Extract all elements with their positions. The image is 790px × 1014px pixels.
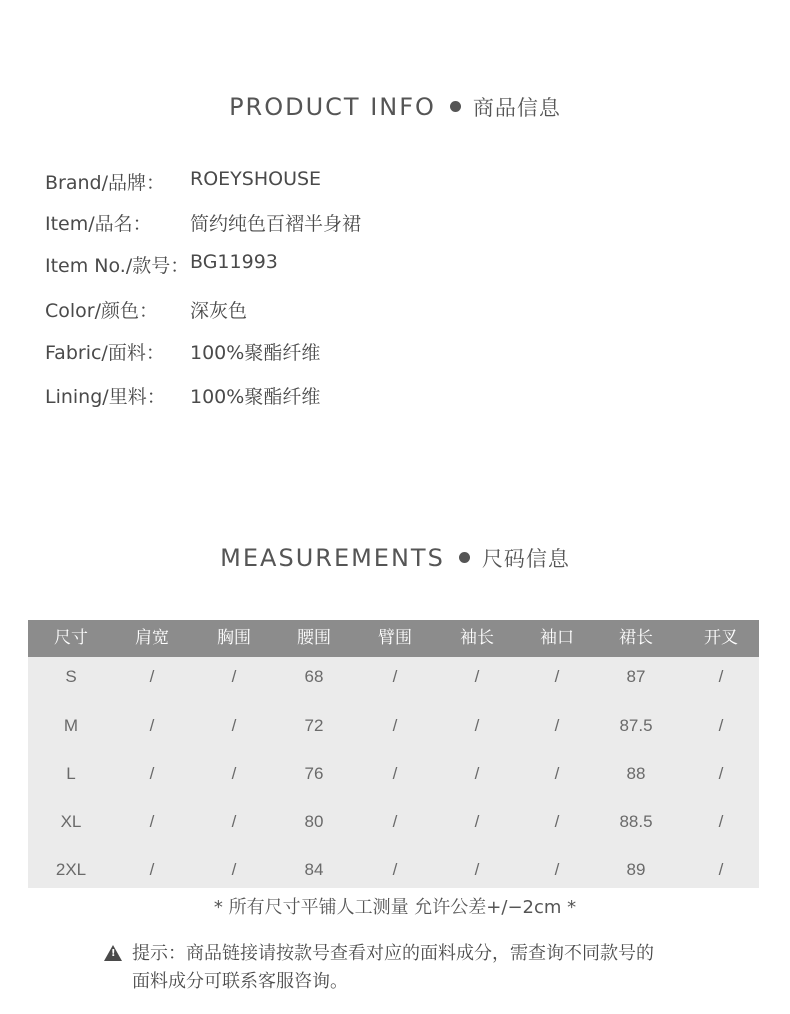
product-info-title-en: PRODUCT INFO: [229, 93, 436, 121]
column-header: 臂围: [378, 628, 412, 648]
info-value: 100%聚酯纤维: [190, 386, 321, 408]
table-cell: /: [149, 812, 155, 831]
table-cell: /: [231, 860, 237, 879]
info-value: 简约纯色百褶半身裙: [190, 213, 362, 235]
table-cell: /: [231, 764, 237, 783]
table-cell: /: [554, 860, 560, 879]
table-cell: /: [149, 860, 155, 879]
table-cell: /: [554, 667, 560, 686]
bullet-dot-icon: [450, 101, 461, 112]
table-cell: /: [392, 812, 398, 831]
size-table-header: [28, 620, 759, 657]
product-info-title-zh: 商品信息: [472, 96, 561, 120]
column-header: 胸围: [217, 628, 251, 648]
table-cell: /: [554, 716, 560, 735]
info-value: BG11993: [190, 251, 278, 273]
tip-line-1: 提示：商品链接请按款号查看对应的面料成分，需查询不同款号的: [132, 943, 654, 964]
table-cell: /: [718, 812, 724, 831]
info-label: Color/颜色：: [45, 300, 159, 322]
table-cell: 72: [304, 716, 324, 735]
column-header: 肩宽: [135, 628, 169, 648]
table-cell: /: [474, 716, 480, 735]
table-cell: 87: [626, 667, 646, 686]
table-cell: 89: [626, 860, 646, 879]
table-cell: 84: [304, 860, 324, 879]
table-cell: /: [718, 716, 724, 735]
column-header: 裙长: [619, 628, 653, 648]
table-cell: /: [231, 812, 237, 831]
product-info-title: [0, 92, 790, 122]
table-cell: 68: [304, 667, 324, 686]
info-label: Brand/品牌：: [45, 172, 165, 194]
table-cell: 87.5: [619, 716, 653, 735]
info-value: 深灰色: [190, 300, 248, 322]
table-cell: 88.5: [619, 812, 653, 831]
table-cell: /: [149, 667, 155, 686]
table-cell: /: [554, 764, 560, 783]
column-header: 腰围: [297, 628, 331, 648]
table-cell: 80: [304, 812, 324, 831]
table-cell: S: [65, 667, 77, 686]
table-cell: /: [392, 716, 398, 735]
info-label: Item No./款号：: [45, 255, 190, 277]
table-cell: M: [63, 716, 79, 735]
info-value: 100%聚酯纤维: [190, 342, 321, 364]
table-cell: /: [231, 716, 237, 735]
table-cell: /: [474, 667, 480, 686]
measurements-title-zh: 尺码信息: [481, 547, 570, 571]
table-cell: XL: [60, 812, 82, 831]
table-cell: /: [149, 716, 155, 735]
table-cell: 2XL: [55, 860, 87, 879]
table-cell: /: [392, 764, 398, 783]
measurements-title: [0, 543, 790, 573]
table-cell: /: [718, 860, 724, 879]
table-cell: /: [474, 764, 480, 783]
measurements-title-en: MEASUREMENTS: [220, 544, 445, 572]
column-header: 尺寸: [54, 628, 88, 648]
column-header: 袖长: [460, 628, 494, 648]
info-label: Item/品名：: [45, 213, 152, 235]
bullet-dot-icon: [459, 552, 470, 563]
table-cell: L: [66, 764, 76, 783]
measurement-footnote: * 所有尺寸平铺人工测量 允许公差+/−2cm *: [213, 897, 577, 918]
table-cell: /: [392, 860, 398, 879]
table-cell: 88: [626, 764, 646, 783]
table-cell: /: [474, 860, 480, 879]
info-label: Fabric/面料：: [45, 342, 165, 364]
column-header: 开叉: [704, 628, 738, 648]
table-cell: /: [474, 812, 480, 831]
tip-line-2: 面料成分可联系客服咨询。: [132, 971, 348, 992]
warning-icon: [104, 945, 122, 961]
size-table: [28, 620, 759, 888]
table-cell: /: [554, 812, 560, 831]
table-cell: /: [392, 667, 398, 686]
table-cell: 76: [304, 764, 324, 783]
table-cell: /: [149, 764, 155, 783]
column-header: 袖口: [540, 628, 574, 648]
table-cell: /: [718, 667, 724, 686]
table-cell: /: [718, 764, 724, 783]
info-label: Lining/里料：: [45, 386, 166, 408]
table-cell: /: [231, 667, 237, 686]
info-value: ROEYSHOUSE: [190, 168, 322, 190]
